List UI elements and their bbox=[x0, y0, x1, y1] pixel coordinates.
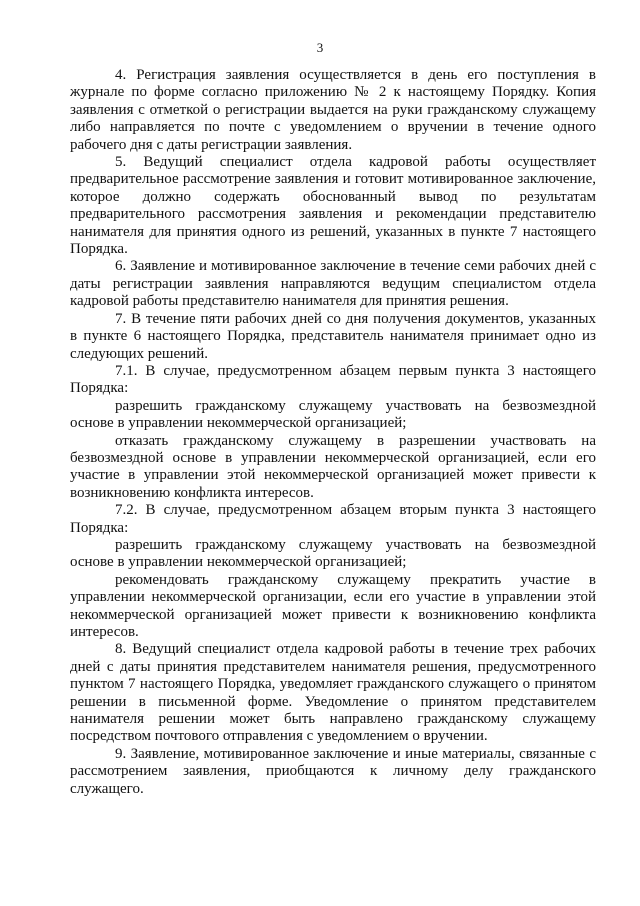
paragraph-7-1-option-refuse: отказать гражданскому служащему в разрешении участвовать на безвозмездной основе в управлении некоммерческой организацией, если его участие в управлении этой некоммерческой организацией может привести к возникновению конфликта интересов. bbox=[70, 432, 596, 501]
paragraph-9: 9. Заявление, мотивированное заключение и иные материалы, связанные с рассмотрением заявления, приобщаются к личному делу гражданского служащего. bbox=[70, 745, 596, 797]
paragraph-7: 7. В течение пяти рабочих дней со дня получения документов, указанных в пункте 6 настоящего Порядка, представитель нанимателя принимает одно из следующих решений. bbox=[70, 310, 596, 362]
paragraph-4: 4. Регистрация заявления осуществляется в день его поступления в журнале по форме согласно приложению № 2 к настоящему Порядку. Копия заявления с отметкой о регистрации выдается на руки гражданскому служащему либо направляется по почте с уведомлением о вручении в течение одного рабочего дня с даты регистрации заявления. bbox=[70, 67, 596, 153]
paragraph-7-2: 7.2. В случае, предусмотренном абзацем вторым пункта 3 настоящего Порядка: bbox=[70, 502, 596, 536]
paragraph-7-1-option-allow: разрешить гражданскому служащему участвовать на безвозмездной основе в управлении некоммерческой организацией; bbox=[70, 397, 596, 432]
paragraph-7-2-option-allow: разрешить гражданскому служащему участвовать на безвозмездной основе в управлении некоммерческой организацией; bbox=[70, 536, 596, 571]
paragraph-8: 8. Ведущий специалист отдела кадровой работы в течение трех рабочих дней с даты принятия представителем нанимателя решения, предусмотренного пунктом 7 настоящего Порядка, уведомляет гражданского служащего о принятом решении в письменной форме. Уведомление о принятом представителем нанимателя решении может быть направлено гражданскому служащему посредством почтового отправления с уведомлением о вручении. bbox=[70, 641, 596, 745]
paragraph-7-1: 7.1. В случае, предусмотренном абзацем первым пункта 3 настоящего Порядка: bbox=[70, 362, 596, 397]
paragraph-6: 6. Заявление и мотивированное заключение в течение семи рабочих дней с даты регистрации заявления направляются ведущим специалистом отдела кадровой работы представителю нанимателя для принятия решения. bbox=[70, 258, 596, 310]
page-number: 3 bbox=[316, 40, 324, 55]
paragraph-5: 5. Ведущий специалист отдела кадровой работы осуществляет предварительное рассмотрение заявления и готовит мотивированное заключение, которое должно содержать обоснованный вывод по результатам предварительного рассмотрения заявления и рекомендации представителю нанимателя для принятия одного из решений, указанных в пункте 7 настоящего Порядка. bbox=[70, 154, 596, 258]
paragraph-7-2-option-recommend-stop: рекомендовать гражданскому служащему прекратить участие в управлении некоммерческой организации, если его участие в управлении этой некоммерческой организацией может привести к возникновению конфликта интересов. bbox=[70, 571, 596, 640]
document-body bbox=[70, 67, 596, 798]
